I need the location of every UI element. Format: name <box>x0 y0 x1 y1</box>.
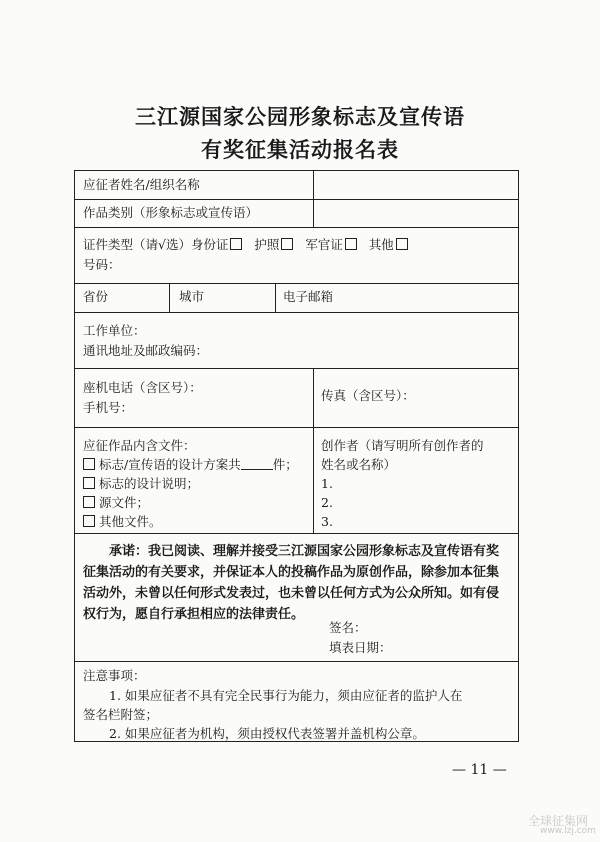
note-2: 2. 如果应征者为机构，须由授权代表签署并盖机构公章。 <box>109 726 425 741</box>
province-label: 省份 <box>83 289 109 304</box>
passport-checkbox[interactable] <box>281 238 293 250</box>
file-count-blank[interactable] <box>241 457 273 470</box>
applicant-name-label: 应征者姓名/组织名称 <box>83 177 200 192</box>
row-divider <box>75 427 518 428</box>
creator-2: 2. <box>321 495 333 510</box>
pledge-text: 承诺：我已阅读、理解并接受三江源国家公园形象标志及宣传语有奖征集活动的有关要求，并保证本人的投稿作品为原创作品，除参加本征集活动外，未曾以任何形式发表过，也未曾以任何方式为公众所知。如有侵权行为，愿自行承担相应的法律责任。 <box>83 544 500 622</box>
creator-3: 3. <box>321 514 333 529</box>
file1-checkbox[interactable] <box>83 458 95 470</box>
landline-label: 座机电话（含区号）： <box>83 380 202 395</box>
registration-form <box>74 170 519 742</box>
page-number: — 11 — <box>452 762 507 778</box>
column-divider <box>313 171 314 227</box>
column-divider <box>313 368 314 533</box>
file4-label: 其他文件。 <box>98 514 162 529</box>
row-divider <box>75 661 518 662</box>
file2-checkbox[interactable] <box>83 477 95 489</box>
signature-label: 签名： <box>329 620 367 635</box>
file1-suffix: 件； <box>272 457 298 472</box>
column-divider <box>169 283 170 312</box>
form-title-line1: 三江源国家公园形象标志及宣传语 <box>135 104 465 129</box>
note-1: 1. 如果应征者不具有完全民事行为能力，须由应征者的监护人在 <box>109 688 463 703</box>
id-card-checkbox[interactable] <box>230 238 242 250</box>
work-category-label: 作品类别（形象标志或宣传语） <box>83 205 259 220</box>
address-label: 通讯地址及邮政编码： <box>83 343 209 358</box>
applicant-name-field[interactable] <box>321 174 511 196</box>
row-divider <box>75 227 518 228</box>
other-id-checkbox[interactable] <box>396 238 408 250</box>
work-category-field[interactable] <box>321 202 511 224</box>
file1-label: 标志/宣传语的设计方案共 <box>98 457 241 472</box>
file3-label: 源文件； <box>98 495 149 510</box>
email-label: 电子邮箱 <box>283 289 334 304</box>
row-divider <box>75 312 518 313</box>
column-divider <box>275 283 276 312</box>
creators-label: 创作者（请写明所有创作者的 <box>321 438 484 453</box>
notes-title: 注意事项： <box>83 668 146 683</box>
creator-1: 1. <box>321 476 333 491</box>
id-number-label: 号码： <box>83 257 121 272</box>
row-divider <box>75 368 518 369</box>
passport-label: 护照 <box>254 237 280 252</box>
file3-checkbox[interactable] <box>83 496 95 508</box>
watermark-text: 全球征集网 <box>528 814 589 828</box>
file-item <box>81 511 162 533</box>
date-label: 填表日期： <box>329 640 392 655</box>
row-divider <box>75 283 518 284</box>
other-id-label: 其他 <box>368 237 394 252</box>
file4-checkbox[interactable] <box>83 515 95 527</box>
fax-label: 传真（含区号）： <box>321 388 415 403</box>
id-type-row <box>83 234 408 256</box>
military-id-label: 军官证 <box>305 237 343 252</box>
form-title-line2: 有奖征集活动报名表 <box>201 137 399 162</box>
watermark-url: www.lzj.com <box>540 826 596 836</box>
row-divider <box>75 533 518 534</box>
work-unit-label: 工作单位： <box>83 323 146 338</box>
row-divider <box>75 199 518 200</box>
creators-label-cont: 姓名或名称） <box>321 457 397 472</box>
contents-label: 应征作品内含文件： <box>83 438 196 453</box>
file2-label: 标志的设计说明； <box>98 476 199 491</box>
note-1-cont: 签名栏附签； <box>83 707 159 722</box>
id-type-label: 证件类型（请√选）身份证 <box>83 237 229 252</box>
military-id-checkbox[interactable] <box>345 238 357 250</box>
mobile-label: 手机号： <box>83 400 134 415</box>
city-label: 城市 <box>179 289 205 304</box>
